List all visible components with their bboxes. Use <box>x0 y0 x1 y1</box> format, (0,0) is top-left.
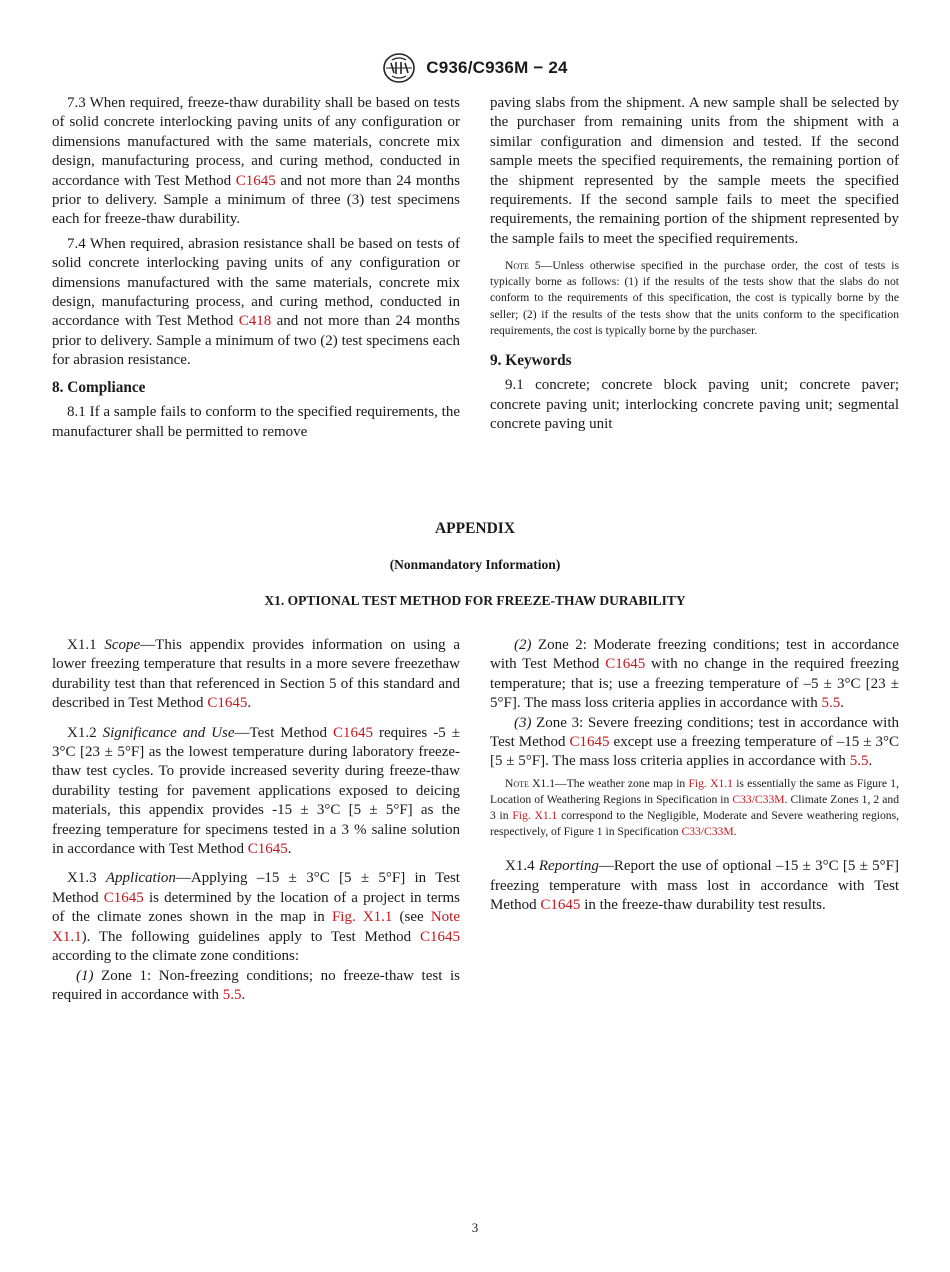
zone-1-item: (1) Zone 1: Non-freezing conditions; no freeze-thaw test is required in accordance with 5.5. <box>52 967 460 1003</box>
link-c1645[interactable]: C1645 <box>247 841 288 858</box>
left-column-bottom <box>52 636 460 1005</box>
link-section-5-5[interactable]: 5.5 <box>849 753 869 770</box>
link-c1645[interactable]: C1645 <box>235 172 276 189</box>
right-column-top <box>490 94 899 434</box>
link-c1645[interactable]: C1645 <box>605 656 646 673</box>
link-c1645[interactable]: C1645 <box>207 695 248 712</box>
paragraph-9-1: 9.1 concrete; concrete block paving unit; concrete paver; concrete paving unit; interlocking concrete paving unit; segmental concrete paving unit <box>490 377 899 432</box>
note-x1-1-label: Note X1.1 <box>505 776 556 790</box>
appendix-x1-title: X1. OPTIONAL TEST METHOD FOR FREEZE-THAW DURABILITY <box>264 593 686 608</box>
astm-logo-icon <box>382 52 416 84</box>
zone-2-item: (2) Zone 2: Moderate freezing conditions; test in accordance with Test Method C1645 with no change in the required freezing temperature; that is; use a freezing temperature of –5 ± 3°C [23 ± 5°F]. The mass loss criteria applies in accordance with 5.5. <box>490 637 899 712</box>
page-header <box>0 52 950 84</box>
link-section-5-5[interactable]: 5.5 <box>222 986 242 1003</box>
document-designation: C936/C936M − 24 <box>426 58 568 77</box>
link-c1645[interactable]: C1645 <box>332 724 373 741</box>
section-heading-compliance: 8. Compliance <box>52 378 146 396</box>
link-c33-c33m[interactable]: C33/C33M <box>732 792 785 806</box>
link-fig-x1-1[interactable]: Fig. X1.1 <box>512 809 558 823</box>
paragraph-x1-1: X1.1 Scope—This appendix provides information on using a lower freezing temperature that results in a more severe freezethaw durability test than that referenced in Section 5 of this standard and described in Test Method C1645. <box>52 637 460 712</box>
link-c1645[interactable]: C1645 <box>569 734 610 751</box>
paragraph-x1-3: X1.3 Application—Applying –15 ± 3°C [5 ± 5°F] in Test Method C1645 is determined by the location of a project in terms of the climate zones shown in the map in Fig. X1.1 (see Note X1.1). The following guidelines apply to Test Method C1645 according to the climate zone conditions: <box>52 870 460 965</box>
paragraph-8-1-continued: paving slabs from the shipment. A new sample shall be selected by the purchaser from remaining units from the shipment with a similar configuration and dimension and tested. If the second sample meets the specified requirements, the remaining portion of the shipment represented by the sample meets the specified requirements. If the second sample fails to meet the specified requirements, the remaining portion of the shipment represented by the sample fails to meet the specified requirements. <box>490 95 899 247</box>
note-5: Note 5—Unless otherwise specified in the purchase order, the cost of tests is typically borne as follows: (1) if the results of the tests show that the slabs do not conform to the requirements of this specification, the cost is typically borne by the seller; (2) if the results of the tests show that the units conform to the specification requirements, the cost is typically borne by the purchaser. <box>490 259 899 337</box>
paragraph-8-1: 8.1 If a sample fails to conform to the specified requirements, the manufacturer shall be permitted to remove <box>52 404 460 440</box>
link-c33-c33m[interactable]: C33/C33M <box>681 825 734 839</box>
link-c1645[interactable]: C1645 <box>103 889 144 906</box>
right-column-bottom <box>490 636 899 915</box>
zone-3-item: (3) Zone 3: Severe freezing conditions; test in accordance with Test Method C1645 except use a freezing temperature of –15 ± 3°C [5 ± 5°F]. The mass loss criteria applies in accordance with 5.5. <box>490 714 899 770</box>
link-c1645[interactable]: C1645 <box>540 897 581 914</box>
paragraph-x1-2: X1.2 Significance and Use—Test Method C1645 requires -5 ± 3°C [23 ± 5°F] as the lowest temperature during laboratory freeze-thaw test cycles. To provide increased severity during freeze-thaw durability testing for pavement applications exposed to deicing materials, this appendix provides -15 ± 3°C [5 ± 5°F] as the freezing temperature for specimens tested in a 3 % saline solution in accordance with Test Method C1645. <box>52 724 460 858</box>
section-heading-keywords: 9. Keywords <box>490 351 572 369</box>
link-fig-x1-1[interactable]: Fig. X1.1 <box>331 909 393 926</box>
note-x1-1: Note X1.1—The weather zone map in Fig. X1.1 is essentially the same as Figure 1, Location of Weathering Regions in Specification in C33/C33M. Climate Zones 1, 2 and 3 in Fig. X1.1 correspond to the Negligible, Moderate and Severe weathering regions, respectively, of Figure 1 in Specification C33/C33M. <box>490 776 899 839</box>
link-c418[interactable]: C418 <box>238 313 272 330</box>
left-column-top <box>52 94 460 442</box>
appendix-subtitle: (Nonmandatory Information) <box>389 557 561 572</box>
paragraph-7-3: 7.3 When required, freeze-thaw durability shall be based on tests of solid concrete interlocking paving units of any configuration or dimensions manufactured with the same materials, concrete mix design, manufacturing process, and curing method, conducted in accordance with Test Method C1645 and not more than 24 months prior to delivery. Sample a minimum of three (3) test specimens each for freeze-thaw durability. <box>52 95 460 228</box>
paragraph-7-4: 7.4 When required, abrasion resistance shall be based on tests of solid concrete interlocking paving units of any configuration or dimensions manufactured with the same materials, concrete mix design, manufacturing process, and curing method, conducted in accordance with Test Method C418 and not more than 24 months prior to delivery. Sample a minimum of two (2) test specimens each for abrasion resistance. <box>52 235 460 369</box>
page-number: 3 <box>471 1220 479 1235</box>
link-note-x1-1[interactable]: Note X1.1 <box>52 909 460 945</box>
link-section-5-5[interactable]: 5.5 <box>821 695 841 712</box>
appendix-title: APPENDIX <box>434 520 516 537</box>
paragraph-x1-4: X1.4 Reporting—Report the use of optional –15 ± 3°C [5 ± 5°F] freezing temperature with mass lost in accordance with Test Method C1645 in the freeze-thaw durability test results. <box>490 858 899 914</box>
link-c1645[interactable]: C1645 <box>419 928 460 945</box>
link-fig-x1-1[interactable]: Fig. X1.1 <box>688 776 733 790</box>
note-5-label: Note 5 <box>505 259 541 273</box>
